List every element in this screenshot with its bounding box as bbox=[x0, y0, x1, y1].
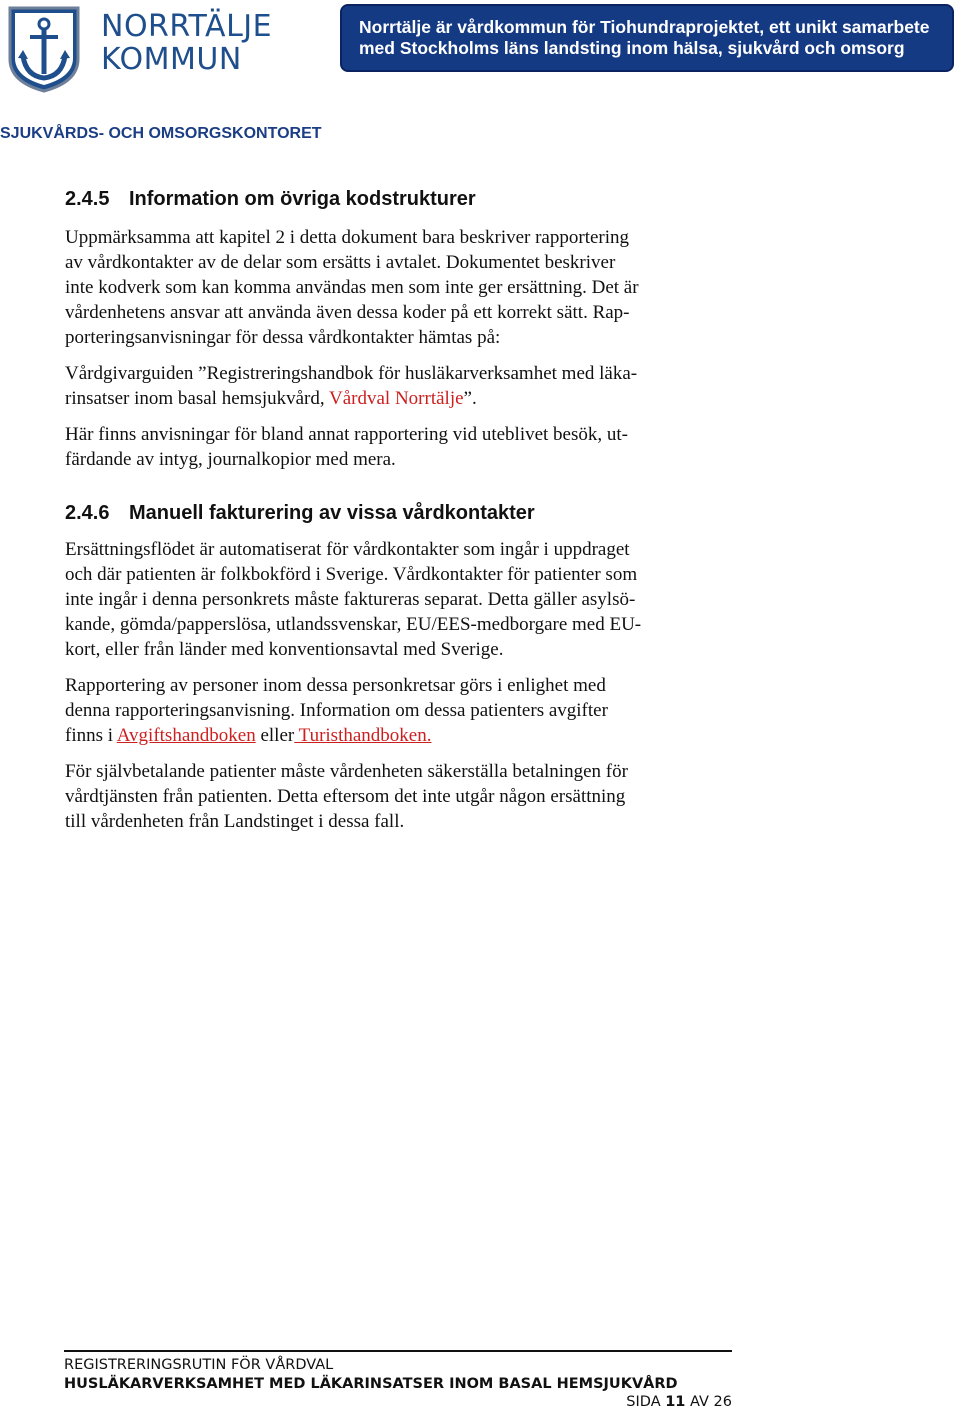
text-span: rinsatser inom basal hemsjukvård, bbox=[65, 388, 330, 409]
paragraph bbox=[65, 422, 735, 472]
text-line: och där patienten är folkbokförd i Sverige. Vårdkontakter för patienter som bbox=[65, 564, 638, 585]
logo-wordmark bbox=[101, 10, 272, 76]
text-line: färdande av intyg, journalkopior med mera. bbox=[65, 449, 396, 470]
page-total: 26 bbox=[713, 1394, 732, 1410]
text-line: inte kodverk som kan komma användas men som inte ger ersättning. Det är bbox=[65, 277, 639, 298]
anchor-shield-icon bbox=[6, 4, 82, 94]
vardval-norrtalje-reference: Vårdval Norrtälje bbox=[329, 388, 464, 409]
text-span: ”. bbox=[463, 388, 477, 409]
logo-line-1: NORRTÄLJE bbox=[101, 9, 273, 44]
section-heading-2-4-6 bbox=[65, 502, 735, 525]
section-heading-2-4-5 bbox=[65, 188, 735, 211]
footer-title-line-2: HUSLÄKARVERKSAMHET MED LÄKARINSATSER INOM BASAL HEMSJUKVÅRD bbox=[64, 1376, 678, 1392]
section-number: 2.4.5 bbox=[65, 188, 110, 210]
text-line: vårdtjänsten från patienten. Detta eftersom det inte utgår någon ersättning bbox=[65, 786, 626, 807]
paragraph bbox=[65, 361, 735, 411]
paragraph bbox=[65, 673, 735, 748]
document-body bbox=[65, 188, 735, 834]
section-number: 2.4.6 bbox=[65, 502, 110, 524]
turisthandboken-link[interactable]: Turisthandboken. bbox=[294, 725, 432, 746]
text-span: eller bbox=[255, 725, 295, 746]
text-line: Rapportering av personer inom dessa personkretsar görs i enlighet med bbox=[65, 675, 606, 696]
text-line: kande, gömda/papperslösa, utlandssvenskar, EU/EES-medborgare med EU- bbox=[65, 614, 642, 635]
paragraph bbox=[65, 759, 735, 834]
text-line: För självbetalande patienter måste vårdenheten säkerställa betalningen för bbox=[65, 761, 628, 782]
header-banner bbox=[340, 4, 954, 72]
text-line: av vårdkontakter av de delar som ersätts i avtalet. Dokumentet beskriver bbox=[65, 252, 616, 273]
text-line: porteringsanvisningar för dessa vårdkontakter hämtas på: bbox=[65, 327, 501, 348]
text-line: Vårdgivarguiden ”Registreringshandbok för husläkarverksamhet med läka- bbox=[65, 363, 638, 384]
section-title: Information om övriga kodstrukturer bbox=[129, 188, 476, 210]
municipality-logo bbox=[6, 4, 273, 94]
text-line bbox=[65, 386, 735, 411]
page-mid: AV bbox=[685, 1394, 714, 1410]
logo-line-2: KOMMUN bbox=[101, 42, 242, 77]
text-line: denna rapporteringsanvisning. Information om dessa patienters avgifter bbox=[65, 700, 608, 721]
text-line: vårdenhetens ansvar att använda även dessa koder på ett korrekt sätt. Rap- bbox=[65, 302, 630, 323]
text-line: kort, eller från länder med konventionsavtal med Sverige. bbox=[65, 639, 504, 660]
footer-divider bbox=[64, 1350, 732, 1352]
avgiftshandboken-link[interactable]: Avgiftshandboken bbox=[116, 725, 256, 746]
banner-line-2: med Stockholms läns landsting inom hälsa, sjukvård och omsorg bbox=[359, 38, 905, 58]
text-line: Uppmärksamma att kapitel 2 i detta dokument bara beskriver rapportering bbox=[65, 227, 630, 248]
banner-line-1: Norrtälje är vårdkommun för Tiohundraprojektet, ett unikt samarbete bbox=[359, 17, 930, 37]
text-line bbox=[65, 723, 735, 748]
paragraph bbox=[65, 225, 735, 350]
text-line: Här finns anvisningar för bland annat rapportering vid uteblivet besök, ut- bbox=[65, 424, 628, 445]
page-prefix: SIDA bbox=[626, 1394, 666, 1410]
page-current: 11 bbox=[665, 1394, 686, 1410]
text-line: Ersättningsflödet är automatiserat för vårdkontakter som ingår i uppdraget bbox=[65, 539, 630, 560]
text-span: finns i bbox=[65, 725, 117, 746]
footer-title-line-1: REGISTRERINGSRUTIN FÖR VÅRDVAL bbox=[64, 1357, 334, 1373]
text-line: till vårdenheten från Landstinget i dessa fall. bbox=[65, 811, 405, 832]
section-title: Manuell fakturering av vissa vårdkontakter bbox=[129, 502, 535, 524]
paragraph bbox=[65, 537, 735, 662]
text-line: inte ingår i denna personkrets måste faktureras separat. Detta gäller asylsö- bbox=[65, 589, 636, 610]
office-name: SJUKVÅRDS- OCH OMSORGSKONTORET bbox=[0, 125, 322, 142]
